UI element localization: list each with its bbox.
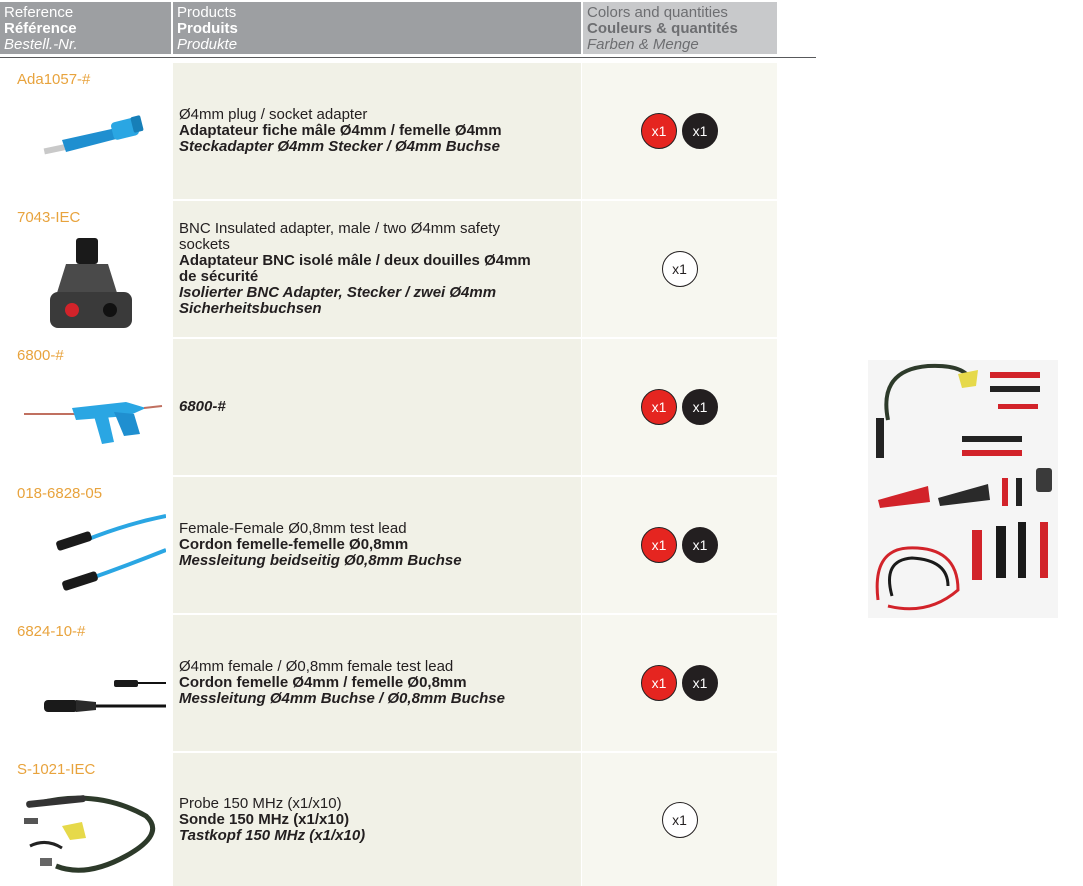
reference-cell xyxy=(0,339,172,476)
product-description xyxy=(179,521,551,569)
reference-code: 6800-# xyxy=(17,347,64,364)
product-name-de: Isolierter BNC Adapter, Stecker / zwei Ø4mm Sicherheitsbuchsen xyxy=(179,284,497,317)
header-colors-en: Colors and quantities xyxy=(587,4,728,21)
reference-cell xyxy=(0,753,172,886)
product-cell xyxy=(173,201,581,337)
product-cell xyxy=(173,477,581,613)
header-reference xyxy=(0,2,171,54)
black-quantity-badge: x1 xyxy=(682,389,718,425)
reference-cell xyxy=(0,63,172,200)
test-lead-image xyxy=(16,648,166,746)
quantity-badges xyxy=(582,665,777,701)
product-name-en: BNC Insulated adapter, male / two Ø4mm safety sockets xyxy=(179,220,500,253)
product-name-en: Ø4mm female / Ø0,8mm female test lead xyxy=(179,658,454,675)
black-quantity-badge: x1 xyxy=(682,113,718,149)
table-row xyxy=(0,201,777,338)
header-reference-fr: Référence xyxy=(4,20,77,37)
quantity-cell xyxy=(582,63,777,199)
product-name-de: Tastkopf 150 MHz (x1/x10) xyxy=(179,826,366,844)
red-quantity-badge: x1 xyxy=(641,389,677,425)
product-name-en: Female-Female Ø0,8mm test lead xyxy=(179,520,407,537)
product-name-fr: Adaptateur fiche mâle Ø4mm / femelle Ø4mm xyxy=(179,122,502,139)
product-description xyxy=(179,107,551,155)
product-name-en: Probe 150 MHz (x1/x10) xyxy=(179,794,342,812)
header-colors-fr: Couleurs & quantités xyxy=(587,20,738,37)
reference-code: 6824-10-# xyxy=(17,623,86,640)
header-colors xyxy=(583,2,777,54)
product-name-de: Steckadapter Ø4mm Stecker / Ø4mm Buchse xyxy=(179,138,500,155)
table-row xyxy=(0,615,777,752)
red-quantity-badge: x1 xyxy=(641,113,677,149)
black-quantity-badge: x1 xyxy=(682,527,718,563)
product-name-fr: Sonde 150 MHz (x1/x10) xyxy=(179,810,350,828)
product-name-fr: Adaptateur BNC isolé mâle / deux douilles Ø4mm de sécurité xyxy=(179,252,531,285)
adapter-image xyxy=(16,96,166,194)
quantity-cell xyxy=(582,753,777,886)
quantity-badge: x1 xyxy=(662,802,698,838)
table-row xyxy=(0,753,777,886)
product-name-fr: Cordon femelle-femelle Ø0,8mm xyxy=(179,536,409,553)
quantity-badges xyxy=(582,113,777,149)
product-description xyxy=(179,659,551,707)
quantity-cell xyxy=(582,201,777,337)
bnc-adapter-image xyxy=(16,234,166,332)
header-products xyxy=(173,2,581,54)
accessory-kit-image xyxy=(868,360,1058,618)
product-description xyxy=(179,221,551,317)
header-reference-de: Bestell.-Nr. xyxy=(4,36,78,53)
table-row xyxy=(0,477,777,614)
reference-code: Ada1057-# xyxy=(17,71,91,88)
header-divider xyxy=(0,57,816,58)
table-row xyxy=(0,339,777,476)
black-quantity-badge: x1 xyxy=(682,665,718,701)
test-lead-image xyxy=(16,510,166,608)
quantity-badges xyxy=(582,802,777,838)
red-quantity-badge: x1 xyxy=(641,527,677,563)
quantity-cell xyxy=(582,339,777,475)
product-name-de: 6800-# xyxy=(179,398,226,415)
quantity-badges xyxy=(582,251,777,287)
header-colors-de: Farben & Menge xyxy=(587,36,699,53)
clip-image xyxy=(16,372,166,470)
product-name-de: Messleitung beidseitig Ø0,8mm Buchse xyxy=(179,552,462,569)
red-quantity-badge: x1 xyxy=(641,665,677,701)
header-reference-en: Reference xyxy=(4,4,74,21)
reference-cell xyxy=(0,477,172,614)
header-products-fr: Produits xyxy=(177,20,238,37)
probe-image xyxy=(16,786,166,884)
quantity-cell xyxy=(582,615,777,751)
product-description xyxy=(179,796,551,844)
product-name-en: Ø4mm plug / socket adapter xyxy=(179,106,368,123)
header-products-en: Products xyxy=(177,4,237,21)
product-description xyxy=(179,399,551,415)
header-products-de: Produkte xyxy=(177,36,238,53)
reference-cell xyxy=(0,201,172,338)
product-cell xyxy=(173,339,581,475)
quantity-badges xyxy=(582,389,777,425)
product-name-fr: Cordon femelle Ø4mm / femelle Ø0,8mm xyxy=(179,674,467,691)
quantity-badges xyxy=(582,527,777,563)
reference-code: 7043-IEC xyxy=(17,209,81,226)
product-name-de: Messleitung Ø4mm Buchse / Ø0,8mm Buchse xyxy=(179,690,505,707)
quantity-cell xyxy=(582,477,777,613)
reference-cell xyxy=(0,615,172,752)
table-row xyxy=(0,63,777,200)
reference-code: 018-6828-05 xyxy=(17,485,103,502)
reference-code: S-1021-IEC xyxy=(17,761,96,778)
product-cell xyxy=(173,63,581,199)
product-cell xyxy=(173,753,581,886)
product-cell xyxy=(173,615,581,751)
quantity-badge: x1 xyxy=(662,251,698,287)
